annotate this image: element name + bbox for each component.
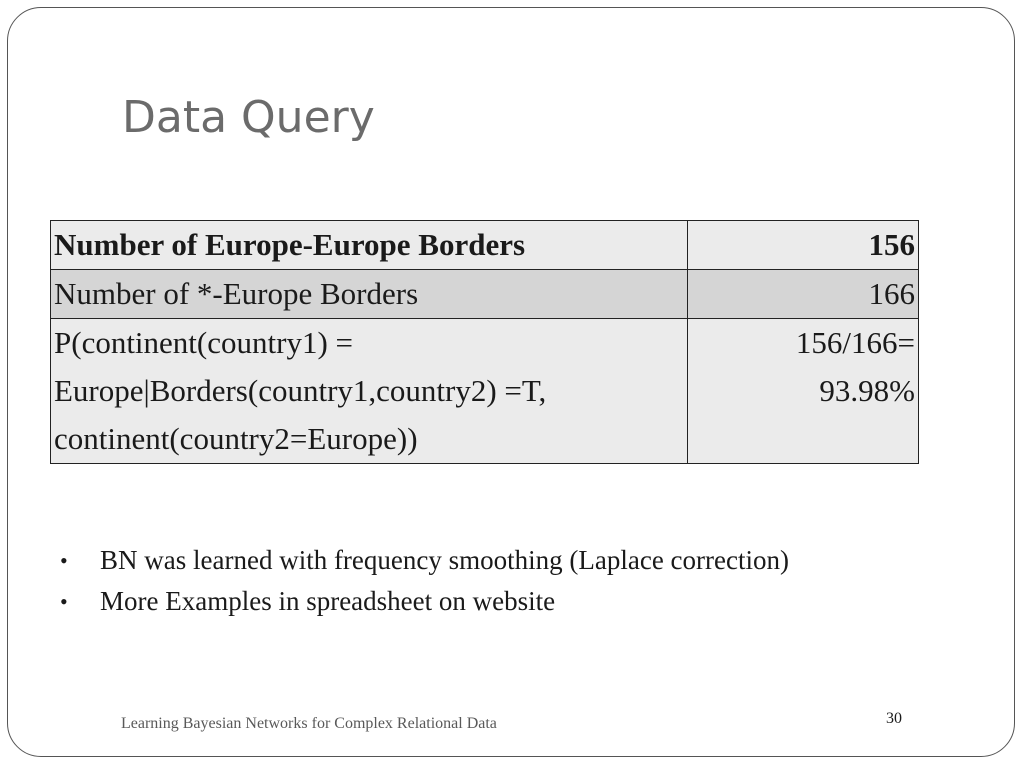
bullet-list bbox=[60, 540, 789, 622]
bullet-icon: • bbox=[60, 548, 68, 573]
table-cell-value: 156 bbox=[688, 221, 919, 270]
slide bbox=[7, 7, 1015, 757]
table-row bbox=[51, 221, 919, 270]
bullet-text: More Examples in spreadsheet on website bbox=[100, 586, 556, 616]
list-item bbox=[60, 540, 789, 581]
table-cell-value: 166 bbox=[688, 270, 919, 319]
list-item bbox=[60, 581, 789, 622]
result-line: 156/166= bbox=[795, 325, 915, 360]
page-number: 30 bbox=[886, 710, 902, 727]
table-cell-value bbox=[688, 319, 919, 464]
formula-line: Europe|Borders(country1,country2) =T, bbox=[54, 373, 547, 408]
footer-text: Learning Bayesian Networks for Complex Relational Data bbox=[121, 715, 497, 732]
formula-line: continent(country2=Europe)) bbox=[54, 421, 418, 456]
table-row bbox=[51, 319, 919, 464]
table-cell-label: Number of Europe-Europe Borders bbox=[51, 221, 688, 270]
data-query-table bbox=[50, 220, 919, 464]
formula-line: P(continent(country1) = bbox=[54, 325, 353, 360]
table-row bbox=[51, 270, 919, 319]
table-cell-label bbox=[51, 319, 688, 464]
result-line: 93.98% bbox=[819, 373, 915, 408]
bullet-icon: • bbox=[60, 589, 68, 614]
table-cell-label: Number of *-Europe Borders bbox=[51, 270, 688, 319]
slide-title: Data Query bbox=[122, 92, 375, 143]
bullet-text: BN was learned with frequency smoothing (Laplace correction) bbox=[100, 545, 789, 575]
